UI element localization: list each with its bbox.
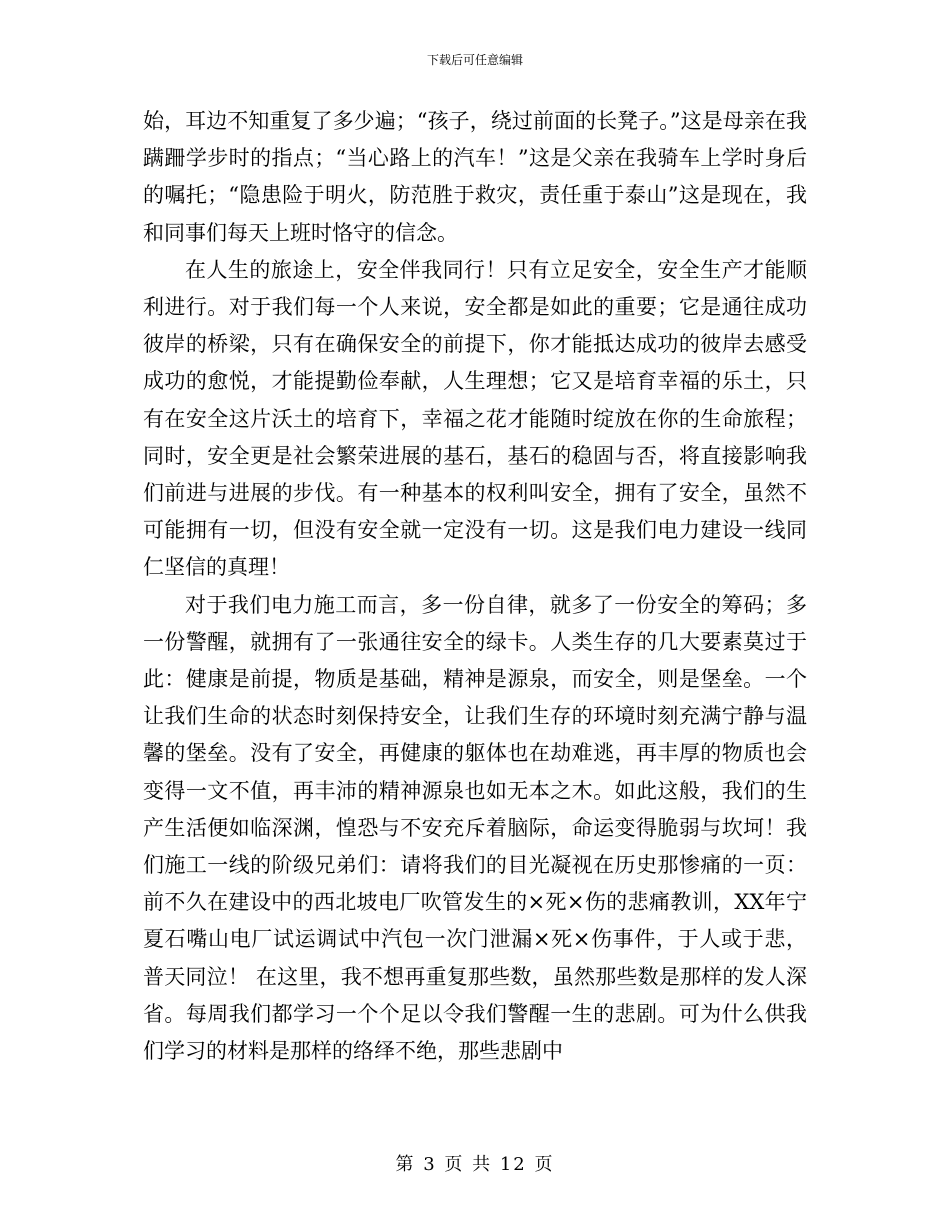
paragraph-1: 始，耳边不知重复了多少遍；“孩子，绕过前面的长凳子。”这是母亲在我蹒跚学步时的指点；“当心路上的汽车！”这是父亲在我骑车上学时身后的嘱托；“隐患险于明火，防范胜于救灾，责任重于泰山”这是现在，我和同事们每天上班时恪守的信念。 xyxy=(143,109,807,245)
paragraph-2: 在人生的旅途上，安全伴我同行！只有立足安全，安全生产才能顺利进行。对于我们每一个人来说，安全都是如此的重要；它是通往成功彼岸的桥梁，只有在确保安全的前提下，你才能抵达成功的彼岸去感受成功的愈悦，才能提勤俭奉献，人生理想；它又是培育幸福的乐土，只有在安全这片沃土的培育下，幸福之花才能随时绽放在你的生命旅程；同时，安全更是社会繁荣进展的基石，基石的稳固与否，将直接影响我们前进与进展的步伐。有一种基本的权利叫安全，拥有了安全，虽然不可能拥有一切，但没有安全就一定没有一切。这是我们电力建设一线同仁坚信的真理！ xyxy=(143,257,807,580)
page-header: 下载后可任意编辑 xyxy=(426,53,523,67)
page-number: 第 3 页 共 12 页 xyxy=(395,1154,555,1175)
document-body xyxy=(143,103,807,1070)
paragraph-3: 对于我们电力施工而言，多一份自律，就多了一份安全的筹码；多一份警醒，就拥有了一张通往安全的绿卡。人类生存的几大要素莫过于此：健康是前提，物质是基础，精神是源泉，而安全，则是堡垒。一个让我们生命的状态时刻保持安全，让我们生存的环境时刻充满宁静与温馨的堡垒。没有了安全，再健康的躯体也在劫难逃，再丰厚的物质也会变得一文不值，再丰沛的精神源泉也如无本之木。如此这般，我们的生产生活便如临深渊，惶恐与不安充斥着脑际，命运变得脆弱与坎坷！我们施工一线的阶级兄弟们：请将我们的目光凝视在历史那惨痛的一页：前不久在建设中的西北坡电厂吹管发生的×死×伤的悲痛教训，XX年宁夏石嘴山电厂试运调试中汽包一次门泄漏×死×伤事件，于人或于悲，普天同泣！ 在这里，我不想再重复那些数，虽然那些数是那样的发人深省。每周我们都学习一个个足以令我们警醒一生的悲剧。可为什么供我们学习的材料是那样的络绎不绝，那些悲剧中 xyxy=(143,592,807,1064)
